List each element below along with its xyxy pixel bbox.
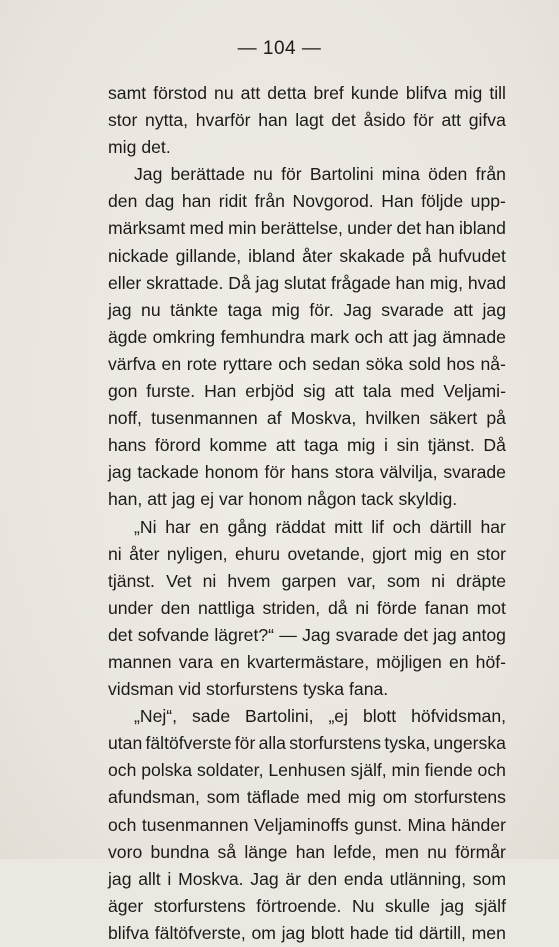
text-line [108, 297, 506, 324]
word: berättelse, [260, 218, 343, 239]
word: stor [108, 110, 138, 131]
word: jag [433, 624, 457, 645]
word: enda [343, 868, 383, 889]
word: Moskva, [290, 408, 357, 429]
text-line [108, 595, 506, 622]
word: Lenhusen [268, 760, 346, 781]
word: skrattade. [146, 272, 224, 293]
word: det [331, 110, 356, 131]
word: nu [427, 841, 447, 862]
word: från [254, 191, 285, 212]
word: hade [349, 922, 389, 943]
word: höfvidsman, [411, 706, 506, 727]
word: den [307, 868, 338, 889]
word: Nu [351, 895, 375, 916]
word: svarade [381, 299, 444, 320]
word: tjänst. [108, 570, 155, 591]
word: mig [453, 83, 483, 103]
word: „Nej“, [134, 706, 178, 727]
word: stora [334, 462, 374, 483]
word: alla [258, 733, 286, 754]
word: hans [108, 435, 147, 456]
text-line [108, 622, 506, 649]
word: hvad [467, 272, 506, 293]
text-line [108, 730, 506, 757]
word: hufvudet [438, 245, 506, 266]
text-line [108, 649, 506, 676]
word: tjänst. [427, 435, 475, 456]
word: att [388, 326, 408, 347]
word: hans [290, 462, 329, 483]
word: förstod [153, 83, 207, 103]
word: ibland [459, 218, 506, 239]
word: frågade [330, 272, 391, 293]
word: ehuru [235, 543, 280, 564]
word: detta [267, 83, 307, 103]
word: för [264, 462, 285, 483]
text-line [108, 134, 506, 161]
word: därtill, [419, 922, 466, 943]
word: mitt [334, 516, 363, 537]
word: Vet [166, 570, 192, 591]
word: tusenmannen [151, 408, 258, 429]
word: att [147, 489, 167, 510]
word: har [165, 516, 191, 537]
word: „Ni [134, 516, 157, 537]
word: och [108, 814, 137, 835]
word: storfurstens [206, 679, 298, 700]
word: allt [138, 868, 161, 889]
word: nu [214, 83, 234, 103]
word: ämnade [442, 326, 506, 347]
word: för. [309, 299, 334, 320]
word: en [161, 353, 182, 374]
word: fanan [424, 597, 469, 618]
word: Veljaminoffs [254, 814, 349, 835]
word: det [403, 624, 428, 645]
text-line [108, 866, 506, 893]
text-line [108, 324, 506, 351]
word: dag [144, 191, 175, 212]
word: skyldig. [398, 489, 458, 510]
word: söka [365, 353, 403, 374]
text-line [108, 405, 506, 432]
word: gunst. [354, 814, 403, 835]
body-text [108, 80, 506, 947]
word: sin [396, 435, 420, 456]
word: ni [108, 543, 122, 564]
text-line [108, 893, 506, 920]
word: sofvande [137, 624, 210, 645]
word: slutat [284, 272, 327, 293]
text-line [108, 514, 506, 541]
text-line [108, 541, 506, 568]
word: mig [347, 787, 376, 808]
word: för [413, 110, 434, 131]
word: därtill [429, 516, 472, 537]
word: på [411, 245, 432, 266]
word: taga [227, 299, 262, 320]
word: ibland [248, 245, 296, 266]
word: lägret?“ [214, 624, 274, 645]
word: värfva [108, 353, 156, 374]
word: är [285, 868, 302, 889]
text-line [108, 784, 506, 811]
page-number: — 104 — [237, 38, 322, 59]
word: han [295, 841, 326, 862]
word: jag [108, 299, 132, 320]
word: den [108, 191, 138, 212]
word: han [425, 218, 455, 239]
word: blott [310, 922, 345, 943]
word: kunde [350, 83, 399, 103]
word: fältöfverste, [154, 922, 246, 943]
word: nickade [108, 245, 169, 266]
word: — [279, 624, 297, 645]
word: jag [281, 922, 306, 943]
word: ryttare [222, 353, 273, 374]
word: han [395, 272, 425, 293]
word: upp- [470, 191, 506, 212]
text-line [108, 243, 506, 270]
word: gon [108, 381, 138, 402]
word: någon [307, 489, 357, 510]
word: lif [371, 516, 384, 537]
word: Han [381, 191, 414, 212]
word: min [228, 218, 257, 239]
word: storfurstens [153, 895, 246, 916]
word: jag [413, 326, 437, 347]
text-line [108, 459, 506, 486]
word: mig [271, 299, 300, 320]
word: tack [361, 489, 394, 510]
word: att [240, 83, 261, 103]
word: taga [304, 435, 339, 456]
text-line [108, 676, 506, 703]
word: jag [440, 895, 465, 916]
word: åter [129, 543, 160, 564]
word: hvarför [195, 110, 251, 131]
word: med [306, 787, 341, 808]
word: utlänning, [389, 868, 467, 889]
word: hos [446, 353, 475, 374]
word: mig [413, 543, 443, 564]
word: jag [255, 272, 280, 293]
word: den [160, 597, 191, 618]
word: bundna [150, 841, 210, 862]
word: jag [108, 462, 132, 483]
word: i [384, 435, 388, 456]
word: af [266, 408, 282, 429]
word: jag [482, 299, 506, 320]
word: honom [248, 489, 303, 510]
word: under [347, 218, 393, 239]
word: Jag [250, 868, 279, 889]
word: förde [376, 597, 417, 618]
word: från [475, 164, 506, 185]
text-line [108, 703, 506, 730]
word: „ej [328, 706, 348, 727]
word: säkert [429, 408, 478, 429]
word: tackade [137, 462, 199, 483]
word: soldater, [196, 760, 264, 781]
word: ridit [218, 191, 248, 212]
word: skakade [339, 245, 405, 266]
text-line [108, 378, 506, 405]
word: möjligen [376, 651, 442, 672]
word: rote [186, 353, 218, 374]
word: han [181, 191, 212, 212]
word: att [453, 299, 473, 320]
word: ungerska [433, 733, 506, 754]
word: mig [108, 137, 137, 158]
word: att [275, 435, 296, 456]
word: räddat [275, 516, 326, 537]
word: kvartermästare, [246, 651, 370, 672]
word: utan [108, 733, 143, 754]
word: med [400, 381, 435, 402]
word: mig, [429, 272, 463, 293]
word: mina [381, 164, 420, 185]
word: erbjöd [245, 381, 295, 402]
word: ni [202, 570, 217, 591]
word: under [108, 597, 153, 618]
word: Mina [407, 814, 446, 835]
word: mot [476, 597, 506, 618]
text-line [108, 432, 506, 459]
word: förtroende. [256, 895, 342, 916]
word: det [396, 218, 422, 239]
word: och [278, 353, 307, 374]
word: så [217, 841, 237, 862]
word: tid [394, 922, 414, 943]
word: blifva [108, 922, 150, 943]
word: voro [108, 841, 143, 862]
word: striden, [262, 597, 321, 618]
text-line [108, 80, 506, 107]
word: tyska, [384, 733, 431, 754]
word: sold [408, 353, 441, 374]
text-line [108, 920, 506, 947]
word: hvilken [365, 408, 421, 429]
text-line [108, 568, 506, 595]
word: öden [428, 164, 468, 185]
word: fältöfverste [145, 733, 232, 754]
word: var, [347, 570, 376, 591]
word: men [471, 922, 506, 943]
word: ni [355, 597, 370, 618]
word: en [199, 516, 219, 537]
word: jag [108, 868, 132, 889]
word: till [489, 83, 506, 103]
word: då [327, 597, 348, 618]
word: mig [346, 435, 376, 456]
word: sedan [312, 353, 361, 374]
text-line [108, 757, 506, 784]
word: nå- [480, 353, 506, 374]
word: nu [141, 299, 161, 320]
word: sig [303, 381, 326, 402]
word: garpen [281, 570, 337, 591]
word: Jag [134, 164, 163, 185]
word: Bartolini, [245, 706, 314, 727]
text-line [108, 215, 506, 242]
word: och [392, 516, 421, 537]
word: storfurstens [414, 787, 506, 808]
word: länge [244, 841, 288, 862]
word: för [234, 733, 256, 754]
word: för [281, 164, 302, 185]
word: har [480, 516, 506, 537]
text-line [108, 486, 506, 513]
word: Han [204, 381, 237, 402]
word: ovetande, [287, 543, 365, 564]
word: noff, [108, 408, 142, 429]
word: Veljami- [443, 381, 506, 402]
word: eller [108, 272, 142, 293]
word: det [108, 624, 133, 645]
word: storfurstens [289, 733, 382, 754]
word: tala [362, 381, 392, 402]
word: och [477, 760, 506, 781]
word: nu [253, 164, 273, 185]
word: han [258, 110, 288, 131]
word: svarade [443, 462, 506, 483]
word: mark [310, 326, 350, 347]
word: fana. [349, 679, 389, 700]
word: nytta, [145, 110, 189, 131]
word: välvilja, [379, 462, 438, 483]
word: dräpte [456, 570, 506, 591]
word: nattliga [197, 597, 255, 618]
word: i [167, 868, 172, 889]
word: vid [178, 679, 202, 700]
text-line [108, 839, 506, 866]
word: blott [362, 706, 397, 727]
word: komme [209, 435, 268, 456]
word: äger [108, 895, 144, 916]
word: tusenmannen [141, 814, 249, 835]
word: hvem [227, 570, 271, 591]
word: och [108, 760, 137, 781]
word: berättade [170, 164, 245, 185]
word: en [448, 651, 469, 672]
word: själf, [350, 760, 387, 781]
text-line [108, 107, 506, 134]
word: antog [461, 624, 506, 645]
word: ni [431, 570, 445, 591]
word: lefde, [333, 841, 377, 862]
text-line [108, 188, 506, 215]
word: honom [204, 462, 259, 483]
text-line [108, 812, 506, 839]
word: händer [451, 814, 506, 835]
word: sade [191, 706, 231, 727]
word: var [219, 489, 244, 510]
word: gillande, [175, 245, 242, 266]
word: blifva [405, 83, 447, 103]
word: som [206, 787, 241, 808]
word: förord [154, 435, 201, 456]
word: som [472, 868, 506, 889]
word: bref [313, 83, 344, 103]
word: skulle [385, 895, 431, 916]
word: om [382, 787, 408, 808]
word: Jag [302, 624, 331, 645]
word: märksamt [108, 218, 186, 239]
word: furste. [146, 381, 196, 402]
word: mannen [108, 651, 172, 672]
word: lagt [295, 110, 324, 131]
word: med [189, 218, 224, 239]
text-line [108, 161, 506, 188]
word: om [251, 922, 276, 943]
word: följde [421, 191, 464, 212]
word: Moskva. [178, 868, 244, 889]
word: jag [171, 489, 196, 510]
word: Då [228, 272, 251, 293]
word: min [391, 760, 420, 781]
word: svarade [335, 624, 399, 645]
word: att [334, 381, 355, 402]
word: täflade [246, 787, 300, 808]
word: femhundra [220, 326, 305, 347]
word: samt [108, 83, 147, 103]
word: åter [302, 245, 333, 266]
word: han, [108, 489, 143, 510]
text-line [108, 351, 506, 378]
word: förmår [455, 841, 506, 862]
word: Då [483, 435, 506, 456]
word: på [486, 408, 506, 429]
word: afundsman, [108, 787, 200, 808]
word: själf [474, 895, 506, 916]
word: åsido [363, 110, 406, 131]
word: polska [141, 760, 193, 781]
word: Novgorod. [292, 191, 374, 212]
word: det. [141, 137, 171, 158]
word: omkring [152, 326, 216, 347]
word: gång [227, 516, 267, 537]
word: höf- [475, 651, 506, 672]
word: men [384, 841, 419, 862]
word: och [354, 326, 384, 347]
word: ej [200, 489, 214, 510]
word: vara [178, 651, 213, 672]
word: stor [476, 543, 506, 564]
word: en [220, 651, 240, 672]
word: gifva [468, 110, 506, 131]
word: Jag [343, 299, 372, 320]
word: tänkte [170, 299, 219, 320]
word: en [449, 543, 470, 564]
word: nyligen, [166, 543, 228, 564]
text-line [108, 270, 506, 297]
word: ägde [108, 326, 148, 347]
word: Bartolini [309, 164, 374, 185]
word: tyska [302, 679, 345, 700]
word: att [441, 110, 462, 131]
word: fiende [424, 760, 473, 781]
word: gjort [372, 543, 407, 564]
word: vidsman [108, 679, 174, 700]
word: som [386, 570, 421, 591]
